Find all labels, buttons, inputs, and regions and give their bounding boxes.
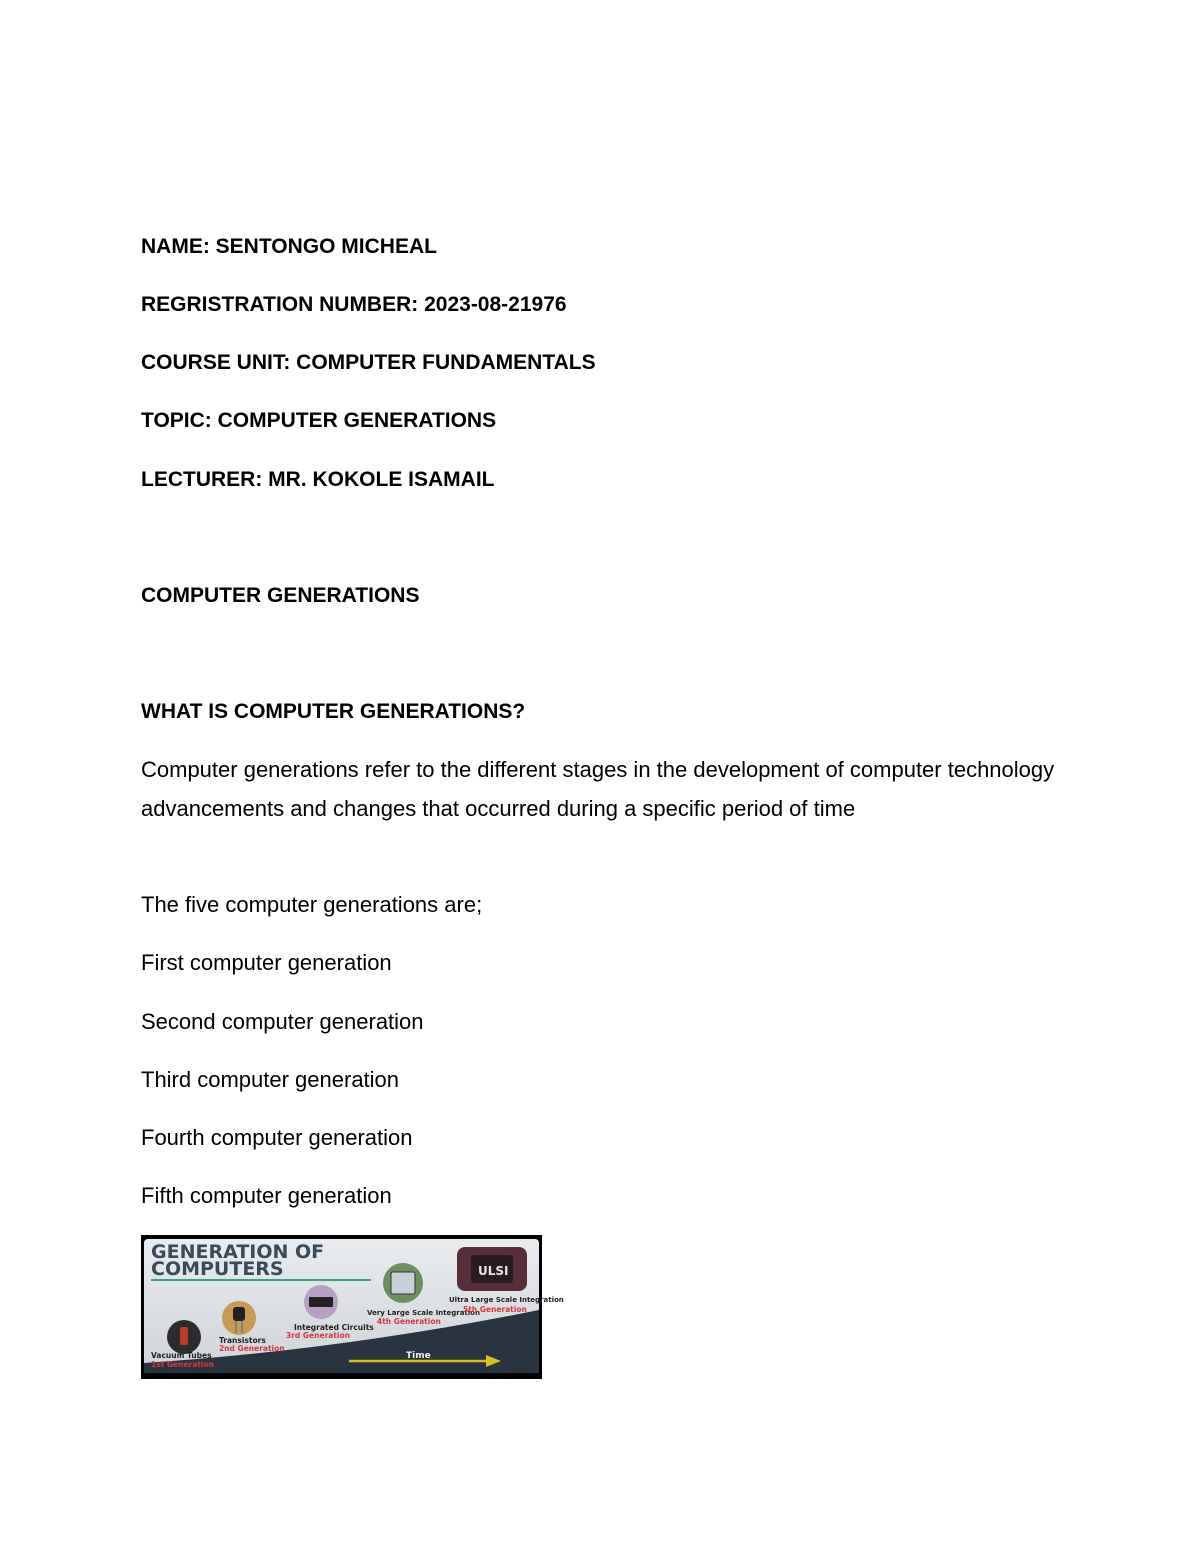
question-heading: WHAT IS COMPUTER GENERATIONS? [141, 700, 526, 723]
definition-paragraph: Computer generations refer to the different stages in the development of computer technology advancements and changes that occurred during a specific period of time [141, 757, 1055, 821]
vacuum-tube-glow-icon [180, 1327, 188, 1345]
time-label: Time [406, 1351, 431, 1361]
stage-name-5: Ultra Large Scale Integration [449, 1296, 564, 1304]
topic: TOPIC: COMPUTER GENERATIONS [141, 409, 497, 432]
infographic-title-1: GENERATION OF [151, 1241, 325, 1263]
transistor-body-icon [233, 1307, 245, 1321]
stage-name-3: Integrated Circuits [294, 1323, 374, 1332]
stage-name-2: Transistors [219, 1336, 266, 1345]
list-item: Fifth computer generation [141, 1183, 392, 1208]
stage-name-1: Vacuum Tubes [151, 1351, 212, 1360]
generations-infographic [141, 1235, 564, 1379]
ic-chip-icon [309, 1297, 333, 1307]
student-name: NAME: SENTONGO MICHEAL [141, 235, 437, 258]
section-title: COMPUTER GENERATIONS [141, 584, 420, 607]
stage-gen-5: 5th Generation [463, 1305, 527, 1314]
stage-gen-3: 3rd Generation [286, 1331, 350, 1340]
stage-gen-4: 4th Generation [377, 1317, 441, 1326]
list-item: Third computer generation [141, 1067, 400, 1092]
registration-number: REGRISTRATION NUMBER: 2023-08-21976 [141, 293, 567, 316]
ulsi-chip-label: ULSI [478, 1264, 509, 1278]
infographic-title-2: COMPUTERS [151, 1258, 284, 1280]
list-intro: The five computer generations are; [141, 892, 483, 917]
list-item: Second computer generation [141, 1009, 424, 1034]
stage-name-4: Very Large Scale Integration [367, 1309, 480, 1317]
stage-gen-2: 2nd Generation [219, 1344, 285, 1353]
list-item: Fourth computer generation [141, 1125, 413, 1150]
course-unit: COURSE UNIT: COMPUTER FUNDAMENTALS [141, 351, 596, 374]
list-item: First computer generation [141, 950, 392, 975]
stage-gen-1: 1st Generation [151, 1360, 214, 1369]
infographic-svg [141, 1235, 564, 1379]
lecturer: LECTURER: MR. KOKOLE ISAMAIL [141, 468, 495, 491]
